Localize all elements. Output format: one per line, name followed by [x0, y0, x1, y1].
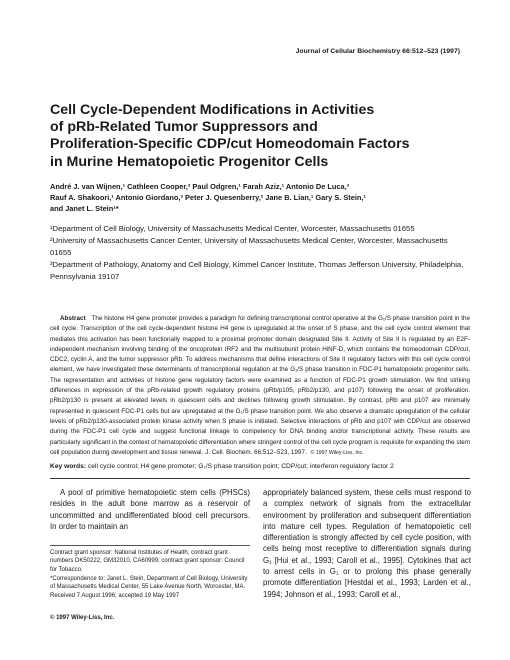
- abstract-text: The histone H4 gene promoter provides a paradigm for defining transcriptional control operative at the G₁/S phase transition point in the cell cycle. Transcription of the cell cycle-dependent histone H4 gene is upregulated at the onset of S phase, and the cell cycle control element that mediates this activation has been functionally mapped to a proximal promoter domain designated Site II. Activity of Site II is regulated by an E2F-independent mechanism involving binding of the oncoprotein IRF2 and the multisubunit protein HiNF-D, which contains the homeodomain CDP/cut, CDC2, cyclin A, and the tumor suppressor pRb. To address mechanisms that define interactions of Site II regulatory factors with this cell cycle control element, we have investigated these determinants of transcriptional regulation at the G₁/S phase transition in FDC-P1 hematopoietic progenitor cells. The representation and activities of histone gene regulatory factors were examined as a function of FDC-P1 growth stimulation. We find striking differences in expression of the pRb-related growth regulatory proteins (pRb/p105, pRb2/p130, and p107) following the onset of proliferation. pRb2/p130 is present at elevated levels in quiescent cells and declines following growth stimulation. By contrast, pRb and p107 are minimally represented in quiescent FDC-P1 cells but are upregulated at the G₁/S phase transition point. We also observe a dramatic upregulation of the cellular levels of pRb2/p130-associated protein kinase activity when S phase is initiated. Selective interactions of pRb and p107 with CDP/cut are observed during the FDC-P1 cell cycle and suggest functional linkage to competency for DNA binding and/or transcriptional activity. These results are particularly significant in the context of hematopoietic differentiation where stringent control of the cell cycle program is requisite for expanding the stem cell population during development and tissue renewal. J. Cell. Biochem. 66:512–523, 1997.: [50, 315, 470, 456]
- title-line: Cell Cycle-Dependent Modifications in Activities: [50, 102, 375, 118]
- author-line: Rauf A. Shakoori,¹ Antonio Giordano,³ Peter J. Quesenberry,² Jane B. Lian,¹ Gary S. Stein,¹: [50, 193, 366, 203]
- abstract-label: Abstract: [60, 315, 86, 322]
- title-line: of pRb-Related Tumor Suppressors and: [50, 119, 318, 136]
- article-title: [50, 102, 470, 171]
- author-list: [50, 181, 470, 215]
- abstract: [50, 314, 470, 458]
- affiliation-item: ³Department of Pathology, Anatomy and Cell Biology, Kimmel Cancer Institute, Thomas Jefferson University, Philadelphia, Pennsylvania 19107: [50, 260, 464, 281]
- affiliation-item: ²University of Massachusetts Cancer Center, University of Massachusetts Medical Center, Worcester, Massachusetts 01655: [50, 236, 448, 257]
- author-line: and Janet L. Stein¹*: [50, 204, 119, 214]
- copyright-notice: © 1997 Wiley-Liss, Inc.: [50, 615, 115, 621]
- affiliation-item: ¹Department of Cell Biology, University of Massachusetts Medical Center, Worcester, Massachusetts 01655: [50, 224, 415, 233]
- body-paragraph: A pool of primitive hematopoietic stem cells (PHSCs) resides in the adult bone marrow as a reservoir of uncommitted and undifferentiated blood cell precursors. In order to maintain an: [50, 488, 250, 531]
- title-line: in Murine Hematopoietic Progenitor Cells: [50, 153, 329, 170]
- body-paragraph: appropriately balanced system, these cells must respond to a complex network of signals from the extracellular environment by proliferation and subsequent differentiation into mature cell types. Regulation of hematopoietic cell differentiation is strongly affected by cell cycle position, with cells being most receptive to differentiation signals during G₁ [Hui et al., 1993; Caroll et al., 1995]. Cytokines that act to arrest cells in G₁ or to prolong this phase generally promote differentiation [Hestdal et al., 1993; Larden et al., 1994; Johnson et al., 1993; Caroll et al.,: [263, 488, 471, 599]
- body-column-left: [50, 487, 250, 532]
- author-line: André J. van Wijnen,¹ Cathleen Cooper,² Paul Odgren,¹ Farah Aziz,¹ Antonio De Luca,³: [50, 182, 350, 191]
- body-column-right: [263, 487, 471, 600]
- footnote-correspondence: *Correspondence to: Janet L. Stein, Department of Cell Biology, University of Massachusetts Medical Center, 55 Lake Avenue North, Worcester, MA.: [50, 575, 248, 591]
- affiliations: [50, 223, 470, 283]
- section-divider: [50, 478, 470, 479]
- footnotes: [50, 545, 250, 602]
- keywords-text: cell cycle control; H4 gene promoter; G₁/S phase transition point; CDP/cut; interferon regulatory factor 2: [87, 463, 394, 470]
- footnote-grant: Contract grant sponsor: National Institutes of Health, contract grant numbers DK50222, GM32010, CA60999; contract grant sponsor: Council for Tobacco.: [50, 550, 245, 573]
- keywords-label: Key words:: [50, 463, 87, 470]
- title-line: Proliferation-Specific CDP/cut Homeodomain Factors: [50, 136, 410, 153]
- journal-header: Journal of Cellular Biochemistry 66:512–523 (1997): [295, 48, 460, 55]
- keywords: [50, 462, 470, 472]
- footnote-received: Received 7 August 1996; accepted 19 May 1997: [50, 593, 180, 600]
- abstract-copyright: © 1997 Wiley-Liss, Inc.: [310, 449, 364, 456]
